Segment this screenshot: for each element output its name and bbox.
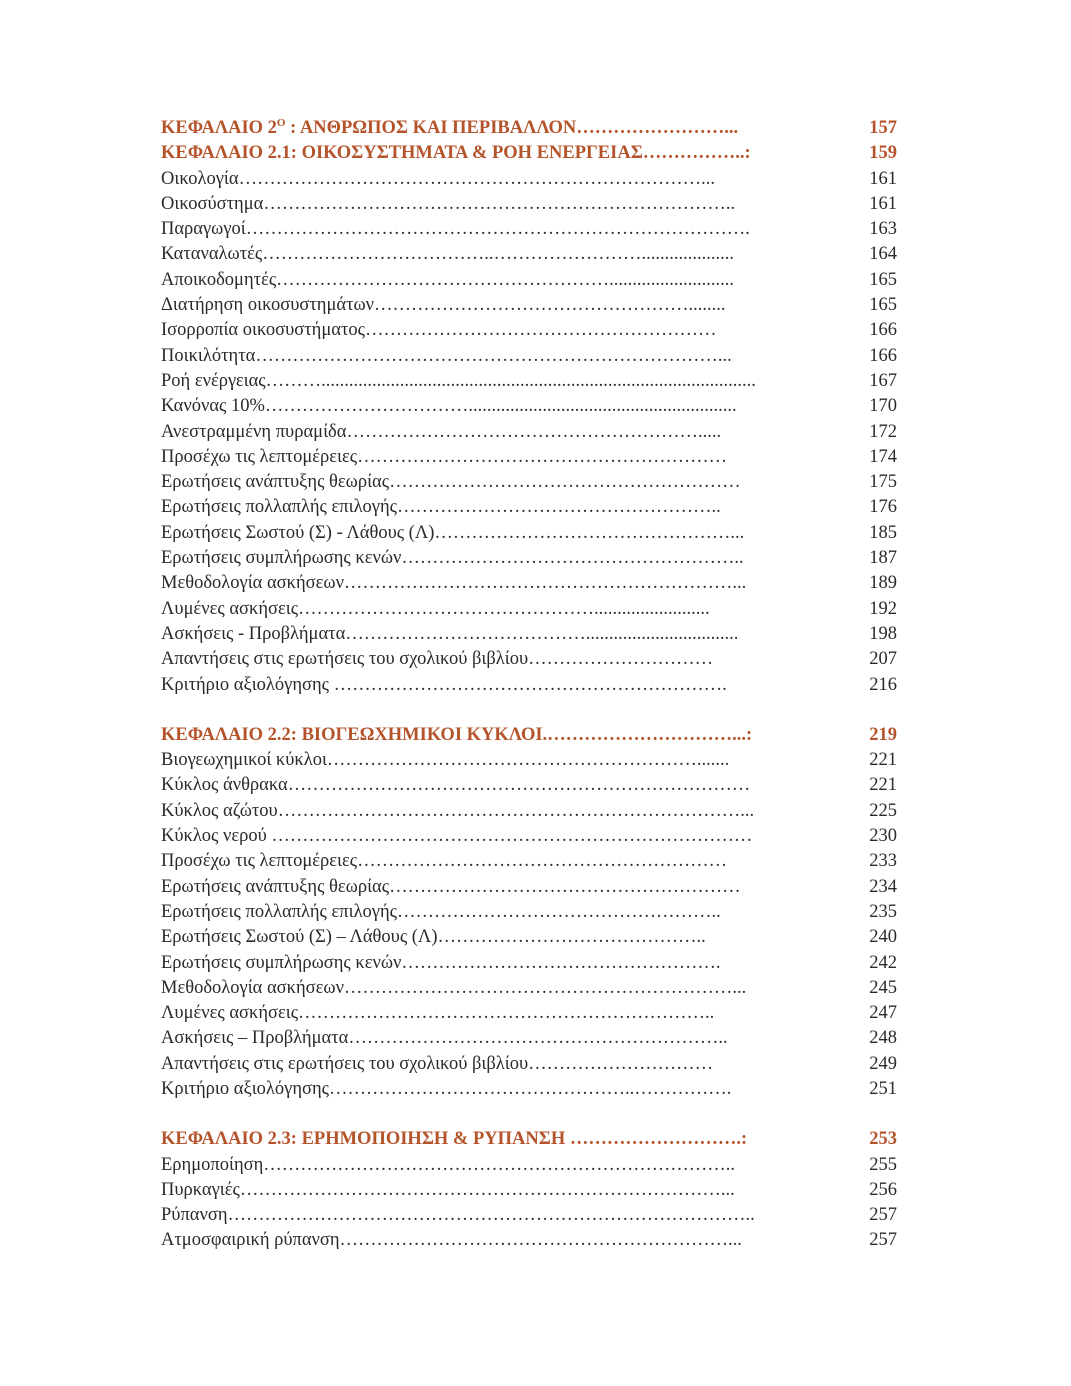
toc-entry-title: Απαντήσεις στις ερωτήσεις του σχολικού βιβλίου…………………………	[161, 1053, 714, 1074]
toc-entry-title: Καταναλωτές………………………………..……………………....................	[161, 244, 734, 265]
toc-entry-title: Κριτήριο αξιολόγησης…………………………………………..…………….	[161, 1078, 732, 1099]
toc-entry	[161, 622, 897, 647]
toc-entry	[161, 976, 897, 1001]
toc-entry	[161, 951, 897, 976]
toc-entry-title: Μεθοδολογία ασκήσεων………………………………………………………...	[161, 573, 747, 594]
page-number: 219	[869, 724, 897, 745]
toc-entry-title: Κριτήριο αξιολόγησης ……………………………………………………….	[161, 674, 727, 695]
toc-entry	[161, 1153, 897, 1178]
toc-entry-title: Ερωτήσεις Σωστού (Σ) - Λάθους (Λ)…………………………………………...	[161, 522, 745, 543]
page-number: 230	[869, 826, 897, 847]
page-number: 251	[869, 1078, 897, 1099]
page-number: 235	[869, 901, 897, 922]
toc-entry	[161, 268, 897, 293]
toc-entry-title: Απαντήσεις στις ερωτήσεις του σχολικού βιβλίου…………………………	[161, 649, 714, 670]
chapter-heading	[161, 1127, 897, 1152]
page-number: 159	[869, 143, 897, 164]
toc-entry-title: Προσέχω τις λεπτομέρειες……………………………………………………	[161, 446, 728, 467]
toc-entry-title: Ποικιλότητα…………………………………………………………………...	[161, 345, 732, 366]
section-gap	[161, 698, 897, 723]
toc-entry-title: Παραγωγοί……………………………………………………………………….	[161, 219, 750, 240]
toc-entry	[161, 1228, 897, 1253]
toc-entry	[161, 875, 897, 900]
chapter-title: ΚΕΦΑΛΑΙΟ $2^O$ : ΑΝΘΡΩΠΟΣ ΚΑΙ ΠΕΡΙΒΑΛΛΟΝ……………………...	[161, 117, 739, 138]
page-number: 255	[869, 1154, 897, 1175]
toc-entry-title: Αποικοδομητές………………………………………………...........................	[161, 269, 735, 290]
page-number: 166	[869, 345, 897, 366]
toc-entry	[161, 217, 897, 242]
page-number: 198	[869, 623, 897, 644]
toc-entry	[161, 748, 897, 773]
toc-entry-title: Ασκήσεις - Προβλήματα………………………………….................................	[161, 623, 739, 644]
chapter-title: ΚΕΦΑΛΑΙΟ 2.2: ΒΙΟΓΕΩΧΗΜΙΚΟΙ ΚΥΚΛΟΙ.…………………………...:	[161, 724, 753, 745]
table-of-contents	[161, 116, 897, 1254]
page-number: 216	[869, 674, 897, 695]
toc-entry-title: Λυμένες ασκήσεις…………………………………………………………..	[161, 1003, 715, 1024]
toc-entry	[161, 849, 897, 874]
toc-entry	[161, 1052, 897, 1077]
page-number: 234	[869, 876, 897, 897]
toc-entry	[161, 1001, 897, 1026]
toc-entry	[161, 1026, 897, 1051]
page-number: 170	[869, 396, 897, 417]
toc-entry-title: Ερωτήσεις πολλαπλής επιλογής……………………………………………..	[161, 901, 721, 922]
chapter-title: ΚΕΦΑΛΑΙΟ 2.1: ΟΙΚΟΣΥΣΤΗΜΑΤΑ & ΡΟΗ ΕΝΕΡΓΕΙΑΣ……………..:	[161, 143, 751, 164]
page-number: 172	[869, 421, 897, 442]
toc-entry	[161, 546, 897, 571]
page-number: 167	[869, 370, 897, 391]
toc-entry-title: Μεθοδολογία ασκήσεων………………………………………………………...	[161, 977, 747, 998]
page-number: 192	[869, 598, 897, 619]
page-number: 257	[869, 1230, 897, 1251]
toc-entry	[161, 1077, 897, 1102]
page-number: 225	[869, 800, 897, 821]
toc-entry	[161, 445, 897, 470]
toc-entry	[161, 167, 897, 192]
page-number: 187	[869, 548, 897, 569]
toc-entry	[161, 647, 897, 672]
page-number: 207	[869, 649, 897, 670]
chapter-heading	[161, 723, 897, 748]
page-number: 161	[869, 193, 897, 214]
toc-entry-title: Κύκλος άνθρακα…………………………………………………………………	[161, 775, 751, 796]
toc-entry	[161, 1203, 897, 1228]
page-number: 189	[869, 573, 897, 594]
toc-entry	[161, 293, 897, 318]
toc-entry	[161, 597, 897, 622]
page-number: 253	[869, 1129, 897, 1150]
toc-entry-title: Κύκλος αζώτου…………………………………………………………………...	[161, 800, 755, 821]
page-number: 245	[869, 977, 897, 998]
page-number: 166	[869, 320, 897, 341]
toc-entry-title: Ερωτήσεις πολλαπλής επιλογής……………………………………………..	[161, 497, 721, 518]
chapter-heading	[161, 141, 897, 166]
chapter-heading	[161, 116, 897, 141]
toc-entry	[161, 470, 897, 495]
page-number: 240	[869, 927, 897, 948]
toc-entry-title: Ερωτήσεις ανάπτυξης θεωρίας…………………………………………………	[161, 472, 741, 493]
toc-entry	[161, 242, 897, 267]
page-number: 163	[869, 219, 897, 240]
toc-entry-title: Λυμένες ασκήσεις………………………………………….........................	[161, 598, 710, 619]
toc-entry-title: Ανεστραμμένη πυραμίδα………………………………………………….....	[161, 421, 722, 442]
toc-entry	[161, 318, 897, 343]
toc-entry	[161, 420, 897, 445]
toc-entry	[161, 799, 897, 824]
toc-entry-title: Ερωτήσεις συμπλήρωσης κενών…………………………………………….	[161, 952, 721, 973]
superscript: Ο	[276, 117, 286, 129]
toc-entry-title: Οικολογία…………………………………………………………………...	[161, 168, 715, 189]
page-number: 185	[869, 522, 897, 543]
toc-entry-title: Ερωτήσεις συμπλήρωσης κενών………………………………………………..	[161, 548, 744, 569]
page-number: 256	[869, 1179, 897, 1200]
toc-entry	[161, 521, 897, 546]
toc-entry	[161, 900, 897, 925]
toc-entry-title: Κύκλος νερού ……………………………………………………………………	[161, 826, 753, 847]
toc-entry	[161, 394, 897, 419]
page-number: 257	[869, 1205, 897, 1226]
toc-entry-title: Διατήρηση οικοσυστημάτων……………………………………………........	[161, 295, 726, 316]
toc-entry-title: Ασκήσεις – Προβλήματα……………………………………………………..	[161, 1028, 728, 1049]
toc-entry-title: Ρύπανση…………………………………………………………………………..	[161, 1205, 755, 1226]
page-number: 248	[869, 1028, 897, 1049]
toc-entry-title: Οικοσύστημα…………………………………………………………………..	[161, 193, 736, 214]
toc-entry	[161, 571, 897, 596]
toc-entry	[161, 495, 897, 520]
page-number: 221	[869, 775, 897, 796]
toc-entry	[161, 1178, 897, 1203]
page-number: 233	[869, 851, 897, 872]
toc-entry	[161, 192, 897, 217]
toc-entry-title: Ερωτήσεις Σωστού (Σ) – Λάθους (Λ)……………………………………..	[161, 927, 706, 948]
toc-entry-title: Βιογεωχημικοί κύκλοι…………………………………………………….......	[161, 750, 730, 771]
page-number: 247	[869, 1003, 897, 1024]
page-number: 249	[869, 1053, 897, 1074]
page-number: 176	[869, 497, 897, 518]
toc-entry-title: Ερωτήσεις ανάπτυξης θεωρίας…………………………………………………	[161, 876, 741, 897]
toc-entry	[161, 925, 897, 950]
toc-entry-title: Ισορροπία οικοσυστήματος…………………………………………………	[161, 320, 717, 341]
section-gap	[161, 1102, 897, 1127]
page-number: 161	[869, 168, 897, 189]
toc-entry	[161, 824, 897, 849]
page-number: 165	[869, 295, 897, 316]
page-number: 165	[869, 269, 897, 290]
page-number: 175	[869, 472, 897, 493]
page-number: 221	[869, 750, 897, 771]
toc-entry-title: Ροή ενέργειας………..............................................................................................	[161, 370, 756, 391]
toc-entry-title: Ερημοποίηση…………………………………………………………………..	[161, 1154, 736, 1175]
toc-entry-title: Κανόνας 10%……………………………..........................................................	[161, 396, 737, 417]
page-number: 157	[869, 118, 897, 138]
toc-entry-title: Ατμοσφαιρική ρύπανση………………………………………………………...	[161, 1230, 742, 1251]
toc-entry	[161, 369, 897, 394]
page-number: 174	[869, 446, 897, 467]
toc-entry-title: Προσέχω τις λεπτομέρειες……………………………………………………	[161, 851, 728, 872]
toc-entry	[161, 673, 897, 698]
toc-entry	[161, 773, 897, 798]
page-number: 164	[869, 244, 897, 265]
toc-entry	[161, 344, 897, 369]
page-number: 242	[869, 952, 897, 973]
chapter-title: ΚΕΦΑΛΑΙΟ 2.3: ΕΡΗΜΟΠΟΙΗΣΗ & ΡΥΠΑΝΣΗ ……………………….:	[161, 1129, 748, 1150]
toc-entry-title: Πυρκαγιές……………………………………………………………………...	[161, 1179, 735, 1200]
